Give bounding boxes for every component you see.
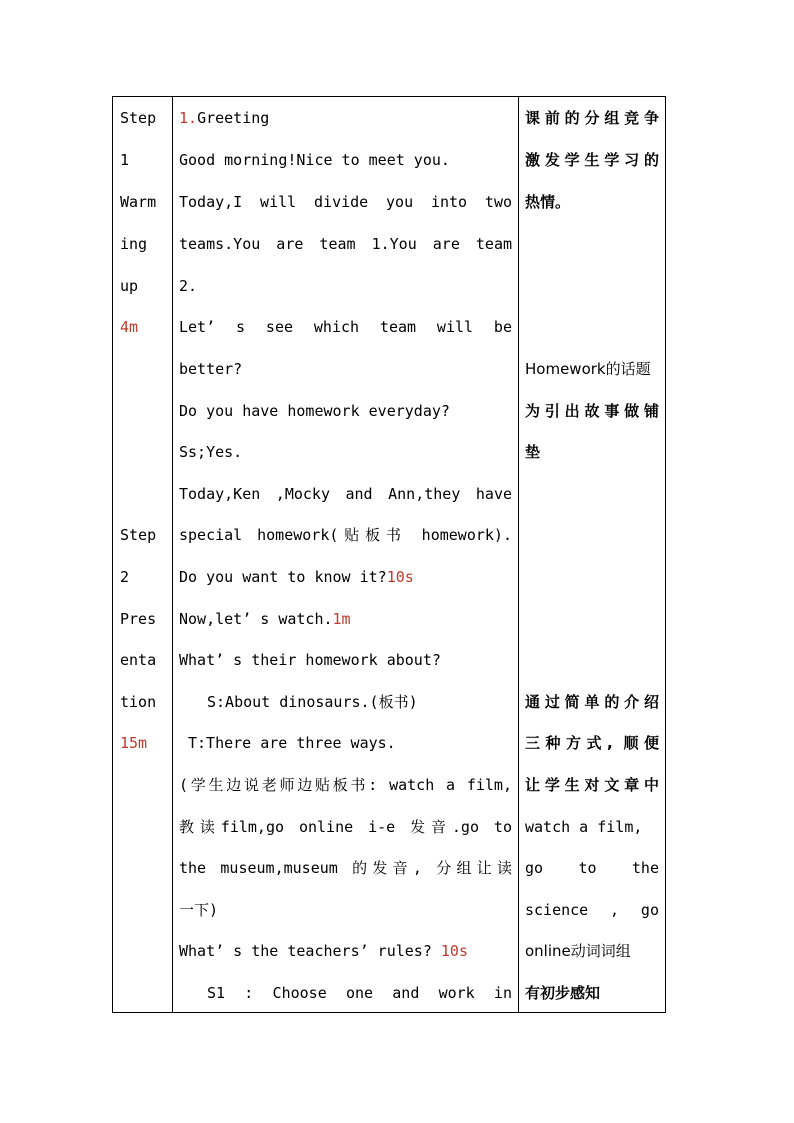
process-line: T:There are three ways. [188, 734, 396, 752]
step-label: 2 [120, 568, 130, 586]
greeting-title: Greeting [197, 109, 270, 127]
step-column [113, 97, 173, 1012]
note-line: 通过简单的介绍 [525, 693, 659, 711]
process-line: better? [179, 360, 243, 378]
note-line: watch a film, [525, 818, 643, 836]
greeting-number: 1. [179, 109, 198, 127]
process-text: Now,let’ s watch. [179, 610, 333, 628]
process-line: 2. [179, 277, 198, 295]
step-label: up [120, 277, 139, 295]
process-line: 一下) [179, 901, 219, 919]
note-line: 三种方式, 顺便 [525, 734, 659, 752]
step-label: Step [120, 526, 157, 544]
note-line: Homework的话题 [525, 360, 651, 378]
step-label: ing [120, 235, 148, 253]
process-line [179, 930, 512, 972]
process-line: (学生边说老师边贴板书: watch a film, [179, 776, 512, 794]
teaching-process-column [172, 97, 519, 1012]
step-label: 15m [120, 734, 148, 752]
lesson-plan-table [112, 96, 666, 1013]
process-line: Let’ s see which team will be [179, 318, 512, 336]
note-line: 垫 [525, 443, 541, 461]
note-line: 热情。 [525, 193, 571, 211]
process-line: Today,I will divide you into two [179, 193, 512, 211]
note-line: 有初步感知 [525, 984, 601, 1002]
process-line: S:About dinosaurs.(板书) [207, 693, 418, 711]
process-line: special homework(贴板书 homework). [179, 526, 512, 544]
process-line: teams.You are team 1.You are team [179, 235, 512, 253]
process-line: S1 : Choose one and work in [207, 984, 512, 1002]
process-line: Do you have homework everyday? [179, 402, 450, 420]
note-line: go to the [525, 859, 659, 877]
process-line: What’ s their homework about? [179, 651, 441, 669]
time-marker: 1m [332, 610, 351, 628]
process-line [179, 598, 512, 640]
process-line: the museum,museum 的发音, 分组让读 [179, 859, 512, 877]
process-text: What’ s the teachers’ rules? [179, 942, 441, 960]
note-line: 让学生对文章中 [525, 776, 659, 794]
step-label: Pres [120, 610, 157, 628]
time-marker: 10s [440, 942, 468, 960]
step-label: Warm [120, 193, 157, 211]
process-line [179, 556, 512, 598]
process-line: Today,Ken ,Mocky and Ann,they have [179, 485, 512, 503]
step-label: 4m [120, 318, 139, 336]
step-label: enta [120, 651, 157, 669]
step-label: 1 [120, 151, 130, 169]
process-text: Do you want to know it? [179, 568, 387, 586]
step-label: Step [120, 109, 157, 127]
process-line: 教读film,go online i-e 发音.go to [179, 818, 512, 836]
process-line: Ss;Yes. [179, 443, 243, 461]
process-line [179, 97, 512, 139]
note-line: 激发学生学习的 [525, 151, 659, 169]
note-line: science , go [525, 901, 659, 919]
step-label: tion [120, 693, 157, 711]
note-line: 为引出故事做铺 [525, 402, 659, 420]
process-line: Good morning!Nice to meet you. [179, 151, 450, 169]
note-line: online动词词组 [525, 942, 631, 960]
design-intent-column [518, 97, 665, 1012]
time-marker: 10s [386, 568, 414, 586]
note-line: 课前的分组竞争 [525, 109, 659, 127]
